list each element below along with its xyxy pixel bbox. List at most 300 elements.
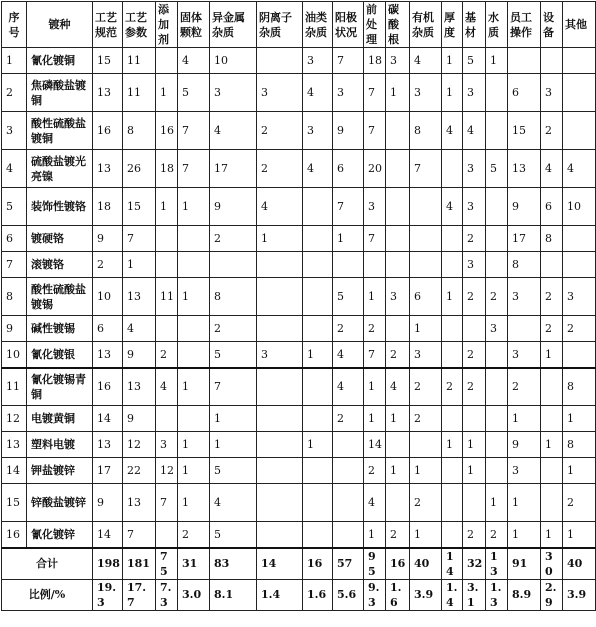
table-cell: 4 [156,368,178,406]
table-cell [442,484,463,522]
table-cell [257,458,303,484]
ratio-cell: 1.6 [386,579,410,610]
table-cell: 1 [410,522,442,548]
total-cell: 30 [541,548,563,580]
table-cell [410,188,442,226]
total-cell: 31 [178,548,210,580]
header-cell: 固体颗粒 [178,2,210,48]
plating-type: 滚镀铬 [27,252,93,278]
table-cell [442,522,463,548]
table-cell: 4 [257,188,303,226]
header-cell: 厚度 [442,2,463,48]
ratio-cell: 3.9 [410,579,442,610]
table-cell: 4 [123,316,156,342]
table-cell: 1 [364,522,386,548]
table-cell: 7 [364,226,386,252]
table-cell [486,406,508,432]
table-cell: 7 [156,484,178,522]
table-cell [156,226,178,252]
row-number: 11 [2,368,27,406]
table-cell: 4 [333,342,364,368]
plating-type: 碱性镀锡 [27,316,93,342]
row-number: 6 [2,226,27,252]
table-cell: 22 [123,458,156,484]
row-number: 12 [2,406,27,432]
table-cell [257,316,303,342]
table-cell: 12 [123,432,156,458]
table-cell: 2 [486,522,508,548]
header-cell: 工艺参数 [123,2,156,48]
table-cell: 1 [386,406,410,432]
table-cell [563,252,596,278]
row-number: 9 [2,316,27,342]
ratio-cell: 3.1 [463,579,486,610]
table-cell: 2 [463,226,486,252]
table-cell: 3 [257,74,303,112]
ratio-cell: 9.3 [364,579,386,610]
row-number: 13 [2,432,27,458]
ratio-label: 比例/% [2,579,93,610]
table-cell: 8 [210,278,257,316]
table-cell: 1 [210,406,257,432]
header-cell: 前处理 [364,2,386,48]
row-number: 14 [2,458,27,484]
table-cell: 6 [541,188,563,226]
table-cell [303,406,333,432]
table-cell: 1 [442,432,463,458]
table-cell: 6 [508,74,541,112]
table-cell: 16 [93,368,123,406]
ratio-cell: 1.4 [442,579,463,610]
table-cell [541,458,563,484]
table-row [2,278,596,316]
table-cell: 1 [303,342,333,368]
table-cell: 2 [563,316,596,342]
header-cell: 其他 [563,2,596,48]
row-number: 4 [2,150,27,188]
row-number: 15 [2,484,27,522]
table-cell [463,484,486,522]
table-cell: 1 [178,432,210,458]
table-cell: 1 [442,74,463,112]
table-cell: 9 [93,226,123,252]
table-cell: 2 [156,342,178,368]
table-cell: 7 [123,226,156,252]
table-cell [541,484,563,522]
table-cell: 6 [410,278,442,316]
table-cell: 9 [508,188,541,226]
table-cell: 1 [303,432,333,458]
table-cell: 2 [463,278,486,316]
row-number: 8 [2,278,27,316]
table-cell: 1 [442,48,463,74]
table-cell [563,48,596,74]
table-cell: 2 [257,150,303,188]
table-cell: 1 [563,522,596,548]
ratio-cell: 1.4 [257,579,303,610]
row-number: 16 [2,522,27,548]
table-cell: 4 [442,112,463,150]
table-cell [508,48,541,74]
table-cell: 1 [486,484,508,522]
table-cell: 2 [386,522,410,548]
table-cell: 2 [410,406,442,432]
ratio-cell: 19.3 [93,579,123,610]
table-cell: 2 [386,342,410,368]
table-cell: 1 [442,278,463,316]
table-cell [178,342,210,368]
table-cell: 2 [463,342,486,368]
table-row [2,368,596,406]
table-cell [486,252,508,278]
table-cell: 11 [123,48,156,74]
table-cell: 3 [333,74,364,112]
row-number: 10 [2,342,27,368]
table-cell: 13 [123,278,156,316]
table-row [2,188,596,226]
table-cell [410,226,442,252]
table-cell: 3 [156,432,178,458]
table-cell [333,432,364,458]
table-cell [303,278,333,316]
table-cell: 1 [386,74,410,112]
table-cell [303,484,333,522]
table-cell: 3 [463,188,486,226]
table-cell: 2 [410,368,442,406]
header-cell: 镀种 [27,2,93,48]
table-row [2,458,596,484]
table-cell: 3 [508,278,541,316]
table-cell [156,252,178,278]
table-cell: 4 [442,188,463,226]
table-cell [442,252,463,278]
table-cell: 9 [123,406,156,432]
plating-type: 氰化镀锌 [27,522,93,548]
table-cell: 4 [210,112,257,150]
table-cell [541,406,563,432]
table-cell: 8 [123,112,156,150]
total-cell: 32 [463,548,486,580]
table-cell: 4 [541,150,563,188]
table-cell: 2 [210,316,257,342]
table-cell [486,226,508,252]
table-cell: 14 [364,432,386,458]
table-cell: 7 [364,342,386,368]
table-cell: 2 [333,406,364,432]
table-cell [156,522,178,548]
table-cell: 2 [486,278,508,316]
header-cell: 序号 [2,2,27,48]
table-cell: 9 [93,484,123,522]
table-cell [257,252,303,278]
table-cell: 3 [257,342,303,368]
table-cell: 3 [463,252,486,278]
plating-type: 氰化镀银 [27,342,93,368]
table-cell: 3 [463,150,486,188]
table-cell: 7 [178,112,210,150]
total-cell: 40 [410,548,442,580]
table-cell: 4 [333,368,364,406]
table-cell: 20 [364,150,386,188]
table-cell [486,458,508,484]
table-cell: 12 [156,458,178,484]
table-cell: 13 [123,484,156,522]
total-cell: 83 [210,548,257,580]
table-cell: 1 [156,74,178,112]
table-cell: 13 [123,368,156,406]
table-row [2,432,596,458]
table-cell [486,342,508,368]
table-cell [463,316,486,342]
table-cell [563,74,596,112]
table-cell: 8 [563,432,596,458]
table-cell: 3 [486,316,508,342]
table-cell: 4 [303,150,333,188]
ratio-cell: 3.9 [563,579,596,610]
table-cell: 15 [508,112,541,150]
table-cell: 8 [508,252,541,278]
table-cell: 1 [178,458,210,484]
table-row [2,406,596,432]
table-cell [386,226,410,252]
table-cell: 13 [93,74,123,112]
table-cell: 1 [210,432,257,458]
table-cell: 4 [563,150,596,188]
plating-type: 酸性硫酸盐镀铜 [27,112,93,150]
table-cell: 16 [93,112,123,150]
table-cell [156,48,178,74]
row-number: 2 [2,74,27,112]
table-cell [257,278,303,316]
table-cell [303,522,333,548]
table-cell: 5 [486,150,508,188]
table-cell [386,316,410,342]
ratio-cell: 8.1 [210,579,257,610]
table-cell: 7 [364,74,386,112]
table-cell [442,150,463,188]
table-cell: 1 [486,48,508,74]
table-cell: 5 [178,74,210,112]
table-cell: 1 [178,188,210,226]
table-cell: 3 [386,278,410,316]
table-cell [333,458,364,484]
table-cell: 9 [508,432,541,458]
table-cell: 8 [541,226,563,252]
plating-type: 装饰性镀铬 [27,188,93,226]
table-cell: 10 [93,278,123,316]
table-cell: 1 [364,406,386,432]
table-cell: 2 [442,368,463,406]
table-cell [442,316,463,342]
table-cell: 5 [463,48,486,74]
table-cell: 4 [386,368,410,406]
table-cell [156,316,178,342]
table-cell: 13 [508,150,541,188]
table-cell: 3 [303,112,333,150]
table-cell [257,484,303,522]
header-cell: 阳极状况 [333,2,364,48]
table-cell [486,188,508,226]
table-cell: 8 [563,368,596,406]
table-cell [386,252,410,278]
table-cell: 5 [210,342,257,368]
plating-type: 塑料电镀 [27,432,93,458]
table-cell [563,112,596,150]
table-cell: 1 [364,368,386,406]
table-cell [410,432,442,458]
total-cell: 16 [303,548,333,580]
table-cell: 3 [463,74,486,112]
table-cell [386,188,410,226]
table-cell [486,74,508,112]
header-cell: 工艺规范 [93,2,123,48]
table-cell [257,368,303,406]
header-cell: 设备 [541,2,563,48]
table-cell: 7 [123,522,156,548]
header-cell: 碳酸根 [386,2,410,48]
plating-type: 氰化镀铜 [27,48,93,74]
ratio-cell: 3.0 [178,579,210,610]
table-cell: 1 [563,406,596,432]
table-row [2,74,596,112]
table-row [2,112,596,150]
ratio-cell: 1.6 [303,579,333,610]
table-cell: 13 [93,342,123,368]
table-cell: 18 [93,188,123,226]
ratio-cell: 1.3 [486,579,508,610]
table-cell [442,226,463,252]
table-cell [486,112,508,150]
table-cell: 8 [410,112,442,150]
table-cell: 1 [508,406,541,432]
table-row [2,522,596,548]
table-cell: 3 [410,342,442,368]
table-cell: 4 [364,484,386,522]
table-cell: 1 [410,458,442,484]
table-cell [156,406,178,432]
table-cell: 1 [541,342,563,368]
table-cell: 9 [210,188,257,226]
table-cell [541,368,563,406]
table-cell: 3 [210,74,257,112]
row-number: 3 [2,112,27,150]
table-cell [463,406,486,432]
table-cell: 10 [210,48,257,74]
table-cell [178,316,210,342]
header-row [2,2,596,48]
table-cell: 2 [463,522,486,548]
table-cell: 2 [541,112,563,150]
table-cell: 1 [508,522,541,548]
total-cell: 13 [486,548,508,580]
table-cell: 17 [508,226,541,252]
table-cell [386,484,410,522]
table-cell: 14 [93,522,123,548]
table-cell: 1 [178,484,210,522]
table-cell: 2 [563,484,596,522]
total-row [2,548,596,580]
plating-type: 焦磷酸盐镀铜 [27,74,93,112]
table-cell: 5 [333,278,364,316]
total-label: 合计 [2,548,93,580]
table-cell [333,252,364,278]
table-cell: 7 [410,150,442,188]
table-cell: 1 [364,278,386,316]
header-cell: 基材 [463,2,486,48]
table-cell [364,252,386,278]
total-cell: 181 [123,548,156,580]
table-cell [442,406,463,432]
total-cell: 40 [563,548,596,580]
table-cell: 11 [123,74,156,112]
header-cell: 阴离子杂质 [257,2,303,48]
table-cell [303,226,333,252]
table-cell: 11 [156,278,178,316]
table-cell [563,226,596,252]
table-cell [508,316,541,342]
total-cell: 75 [156,548,178,580]
table-row [2,484,596,522]
table-cell: 4 [303,74,333,112]
table-cell: 15 [123,188,156,226]
table-cell: 2 [333,316,364,342]
table-cell: 2 [410,484,442,522]
table-cell: 2 [178,522,210,548]
table-cell [442,342,463,368]
table-cell: 1 [123,252,156,278]
ratio-cell: 7.3 [156,579,178,610]
table-cell: 7 [210,368,257,406]
table-cell: 1 [257,226,303,252]
table-cell [486,368,508,406]
table-cell: 4 [463,112,486,150]
table-cell [386,150,410,188]
table-cell: 1 [463,458,486,484]
table-cell: 4 [410,48,442,74]
total-cell: 91 [508,548,541,580]
table-cell: 6 [93,316,123,342]
header-cell: 有机杂质 [410,2,442,48]
table-cell: 1 [156,188,178,226]
table-cell [333,484,364,522]
total-cell: 57 [333,548,364,580]
table-cell: 18 [364,48,386,74]
table-row [2,252,596,278]
table-cell [333,522,364,548]
total-cell: 14 [257,548,303,580]
table-cell: 2 [508,368,541,406]
plating-type: 钾盐镀锌 [27,458,93,484]
table-cell [386,112,410,150]
table-cell: 18 [156,150,178,188]
table-cell [303,188,333,226]
table-cell [303,252,333,278]
table-cell [178,252,210,278]
row-number: 7 [2,252,27,278]
header-cell: 水质 [486,2,508,48]
plating-type: 硫酸盐镀光亮镍 [27,150,93,188]
table-cell: 3 [541,74,563,112]
table-cell: 9 [123,342,156,368]
header-cell: 异金属杂质 [210,2,257,48]
table-cell: 16 [156,112,178,150]
table-cell [178,406,210,432]
table-cell: 1 [386,458,410,484]
table-cell: 1 [508,484,541,522]
table-cell: 2 [541,316,563,342]
plating-type: 酸性硫酸盐镀锡 [27,278,93,316]
table-cell: 2 [463,368,486,406]
